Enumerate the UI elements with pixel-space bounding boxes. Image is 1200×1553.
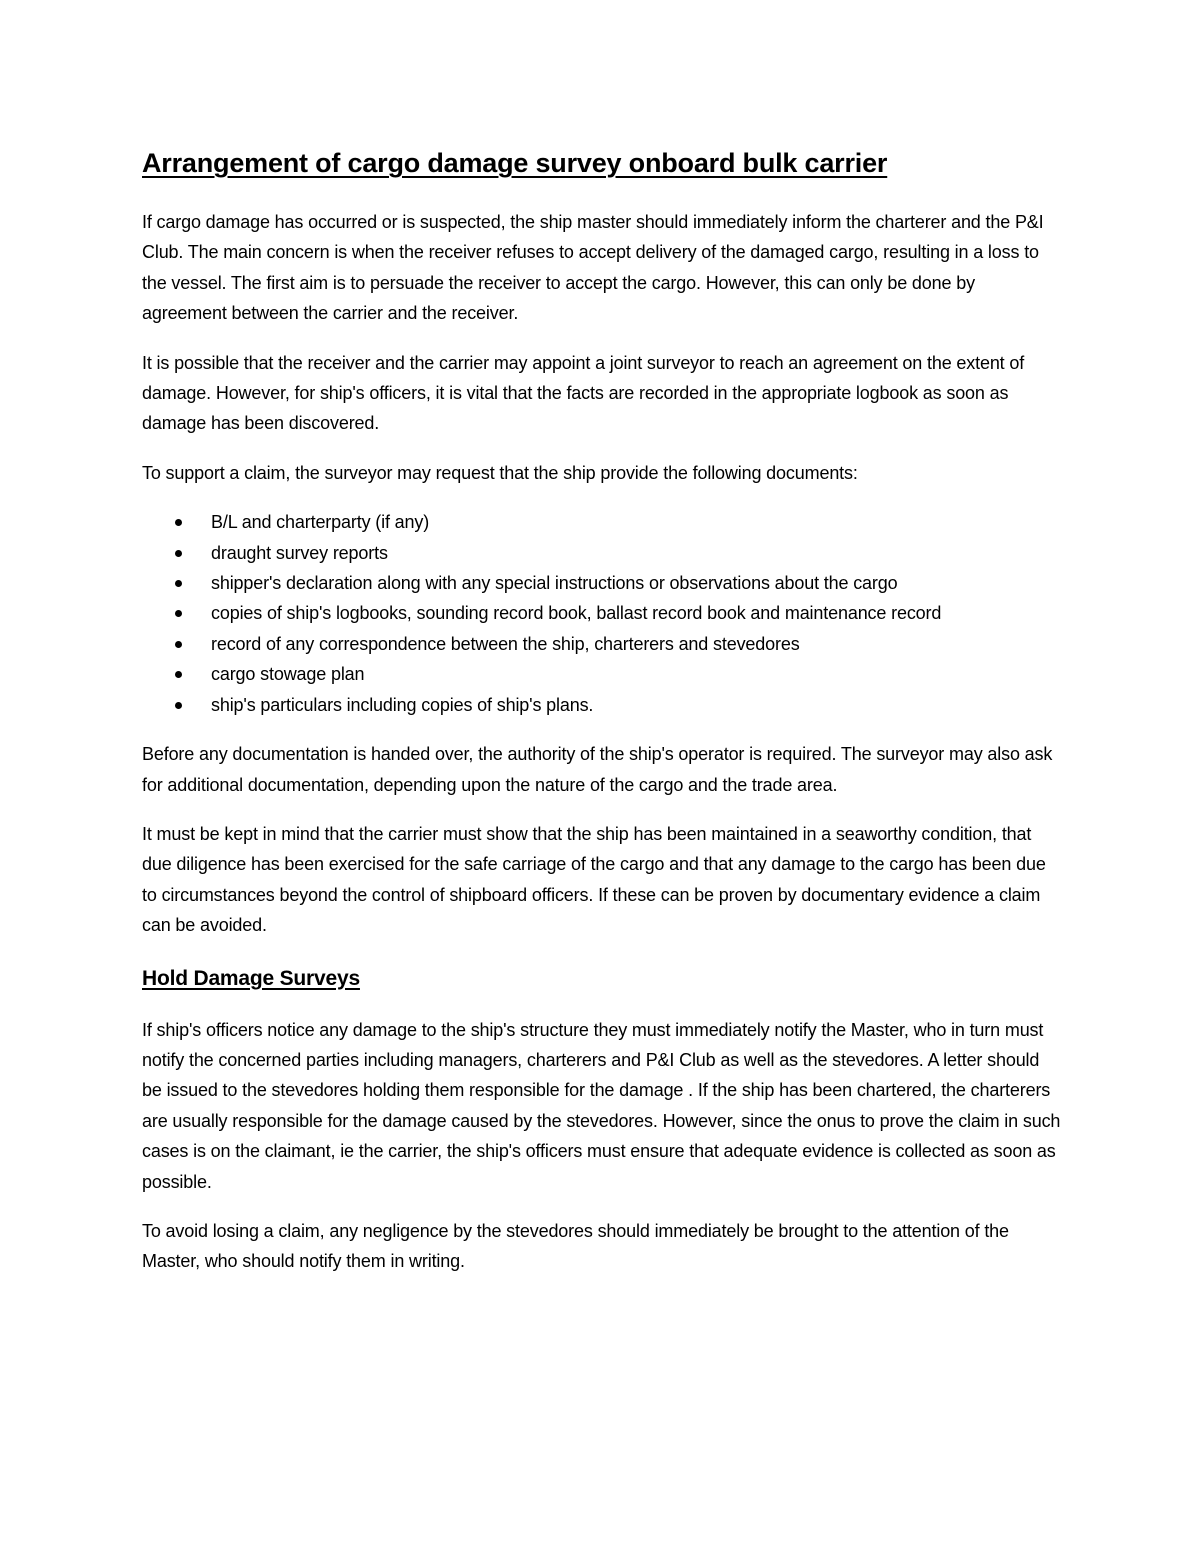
list-item	[142, 507, 1062, 537]
list-item-text: ship's particulars including copies of ship's plans.	[211, 694, 594, 715]
list-item	[142, 568, 1062, 598]
after-list-paragraph-1: Before any documentation is handed over, the authority of the ship's operator is required. The surveyor may also ask for additional documentation, depending upon the nature of the cargo and the trade area.	[142, 744, 1053, 795]
section-heading-hold-damage: Hold Damage Surveys	[142, 966, 360, 990]
hold-paragraph-1: If ship's officers notice any damage to the ship's structure they must immediately notify the Master, who in turn must notify the concerned parties including managers, charterers and P&I Club as well as the stevedores. A letter should be issued to the stevedores holding them responsible for the damage . If the ship has been chartered, the charterers are usually responsible for the damage caused by the stevedores. However, since the onus to prove the claim in such cases is on the claimant, ie the carrier, the ship's officers must ensure that adequate evidence is collected as soon as possible.	[142, 1019, 1061, 1192]
list-item	[142, 659, 1062, 689]
intro-paragraph-2: It is possible that the receiver and the carrier may appoint a joint surveyor to reach an agreement on the extent of damage. However, for ship's officers, it is vital that the facts are recorded in the appropriate logbook as soon as damage has been discovered.	[142, 352, 1025, 434]
list-item-text: cargo stowage plan	[211, 664, 365, 685]
bullet-icon	[175, 580, 182, 587]
list-item	[142, 629, 1062, 659]
after-list-paragraph-2: It must be kept in mind that the carrier must show that the ship has been maintained in a seaworthy condition, that due diligence has been exercised for the safe carriage of the cargo and that any damage to the cargo has been due to circumstances beyond the control of shipboard officers. If these can be proven by documentary evidence a claim can be avoided.	[142, 823, 1046, 936]
intro-paragraph-1: If cargo damage has occurred or is suspected, the ship master should immediately inform the charterer and the P&I Club. The main concern is when the receiver refuses to accept delivery of the damaged cargo, resulting in a loss to the vessel. The first aim is to persuade the receiver to accept the cargo. However, this can only be done by agreement between the carrier and the receiver.	[142, 212, 1044, 324]
document-page	[142, 143, 1062, 1277]
list-item-text: copies of ship's logbooks, sounding record book, ballast record book and maintenance record	[211, 603, 942, 624]
bullet-icon	[175, 550, 182, 557]
list-item-text: record of any correspondence between the ship, charterers and stevedores	[211, 633, 800, 654]
document-title: Arrangement of cargo damage survey onboard bulk carrier	[142, 148, 888, 178]
bullet-icon	[175, 671, 182, 678]
list-item	[142, 598, 1062, 628]
bullet-icon	[175, 641, 182, 648]
bullet-icon	[175, 519, 182, 526]
hold-paragraph-2: To avoid losing a claim, any negligence by the stevedores should immediately be brought to the attention of the Master, who should notify them in writing.	[142, 1220, 1009, 1272]
list-item-text: shipper's declaration along with any special instructions or observations about the cargo	[211, 573, 898, 594]
bullet-icon	[175, 702, 182, 709]
list-item	[142, 538, 1062, 568]
documents-list	[142, 507, 1062, 720]
list-item-text: draught survey reports	[211, 542, 388, 563]
intro-paragraph-3: To support a claim, the surveyor may request that the ship provide the following documents:	[142, 462, 858, 483]
list-item-text: B/L and charterparty (if any)	[211, 512, 430, 533]
list-item	[142, 690, 1062, 720]
bullet-icon	[175, 610, 182, 617]
